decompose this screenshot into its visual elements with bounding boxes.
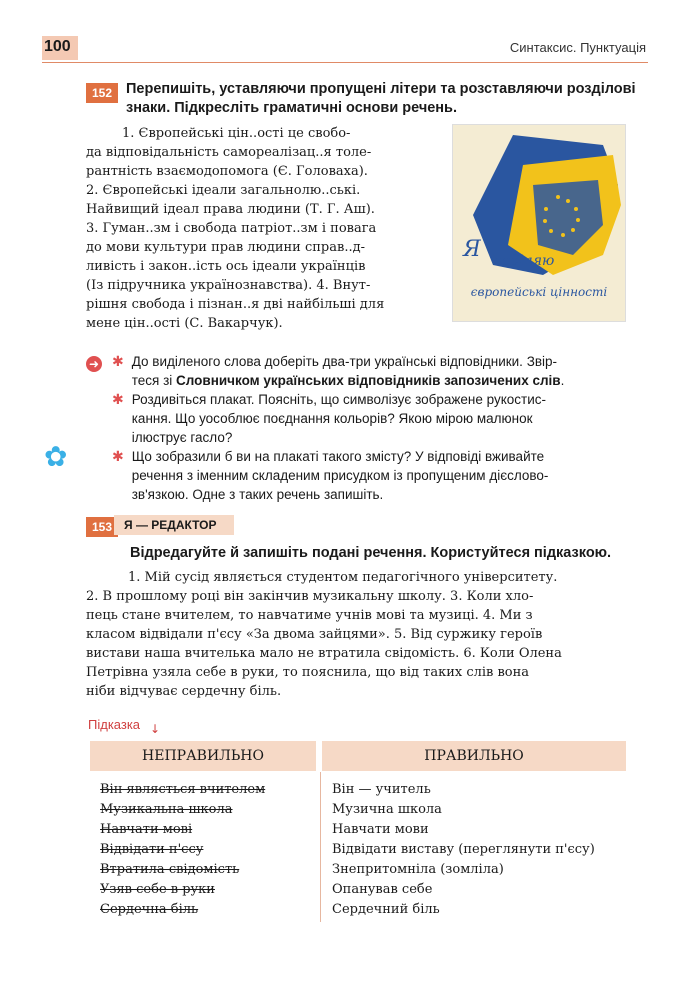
hint-label: Підказка (88, 717, 141, 732)
exercise-153-text (86, 568, 631, 701)
running-head: Синтаксис. Пунктуація (509, 40, 646, 55)
text-line: мене цін..ості (С. Вакарчук). (86, 316, 283, 331)
table-cell: Опанував себе (332, 882, 433, 897)
table-cell: Втратила свідомість (100, 862, 240, 877)
poster-slogan-2: поділяю (493, 253, 555, 269)
table-cell: Узяв себе в руки (100, 882, 215, 897)
table-col-right (332, 780, 632, 920)
exercise-153-label: Я — РЕДАКТОР (114, 515, 234, 535)
page-number: 100 (44, 38, 71, 55)
text-line: 1. Європейські цін..ості це свобо- (122, 126, 351, 141)
text-line: 3. Гуман..зм і свобода патріот..зм і повага (86, 221, 377, 236)
text-line: класом відвідали п'єсу «За двома зайцями». 5. Від суржику героїв (86, 627, 543, 642)
table-cell: Він являється вчителем (100, 782, 266, 797)
exercise-152-text (86, 124, 441, 333)
table-cell: Музична школа (332, 802, 442, 817)
bullet-icon: ✱ (112, 448, 124, 464)
text-line: Найвищий ідеал права людини (Т. Г. Аш). (86, 202, 375, 217)
table-cell: Сердечний біль (332, 902, 440, 917)
table-cell: Сердечна біль (100, 902, 199, 917)
flower-icon: ✿ (44, 440, 68, 473)
table-cell: Відвідати п'єсу (100, 842, 204, 857)
text-line: ніби відчуває сердечну біль. (86, 684, 282, 699)
table-cell: Він — учитель (332, 782, 431, 797)
arrow-down-icon: ↓ (150, 722, 161, 736)
exercise-number-152: 152 (86, 83, 118, 103)
text-line: да відповідальність самореалізац..я толе- (86, 145, 372, 160)
text-line: вистави наша вчителька мало не втратила свідомість. 6. Коли Олена (86, 646, 562, 661)
header-rule (42, 62, 648, 63)
poster-slogan-1: Я (463, 237, 481, 262)
text-line: 2. Європейські ідеали загальнолю..ські. (86, 183, 361, 198)
table-header-right: ПРАВИЛЬНО (322, 741, 626, 771)
text-line: пець стане вчителем, то навчатиме учнів мові та музиці. 4. Ми з (86, 608, 533, 623)
text-line: 2. В прошлому році він закінчив музикальну школу. 3. Коли хло- (86, 589, 534, 604)
exercise-153-task: Відредагуйте й запишіть подані речення. Користуйтеся підказкою. (130, 545, 612, 561)
poster-slogan-3: європейські цінності (470, 285, 608, 299)
exercise-152-task: Перепишіть, уставляючи пропущені літери та розставляючи розділові знаки. Підкресліть граматичні основи речень. (126, 81, 636, 116)
table-cell: Навчати мови (332, 822, 429, 837)
exercise-number-153: 153 (86, 517, 118, 537)
bullet-icon: ✱ (112, 391, 124, 407)
list-item: ✱ Роздивіться плакат. Поясніть, що символізує зображене рукостис- кання. Що уособлює поєднання кольорів? Якою мірою малюнок ілюструє гасло? (112, 391, 547, 445)
table-cell: Музикальна школа (100, 802, 233, 817)
text-line: Петрівна узяла себе в руки, то пояснила, що від таких слів вона (86, 665, 530, 680)
text-line: ливість і закон..ість ось ідеали українців (86, 259, 366, 274)
table-header-wrong: НЕПРАВИЛЬНО (90, 741, 316, 771)
text-line: (Із підручника українознавства). 4. Внут- (86, 278, 371, 293)
european-values-poster (452, 124, 626, 322)
exercise-152-bullets (112, 352, 632, 504)
table-cell: Знепритомніла (зомліла) (332, 862, 504, 877)
table-cell: Навчати мові (100, 822, 193, 837)
arrow-right-icon: ➜ (86, 356, 102, 372)
text-line: до мови культури прав людини справ..д- (86, 240, 365, 255)
list-item: ✱ До виділеного слова доберіть два-три українські відповідники. Звір- теся зі Словничком українських відповідників запозичених слів. (112, 353, 565, 388)
table-divider (320, 772, 321, 922)
table-cell: Відвідати виставу (переглянути п'єсу) (332, 842, 595, 857)
list-item: ✱ Що зобразили б ви на плакаті такого змісту? У відповіді вживайте речення з іменним складеним присудком із пропущеним дієслово- зв'язкою. Одне з таких речень запишіть. (112, 448, 549, 502)
text-line: 1. Мій сусід являється студентом педагогічного університету. (128, 570, 558, 585)
table-col-wrong (100, 780, 320, 920)
bullet-icon: ✱ (112, 353, 124, 369)
text-line: рантність взаємодопомога (Є. Головаха). (86, 164, 368, 179)
text-line: рішня свобода і пізнан..я дві найбільші для (86, 297, 385, 312)
